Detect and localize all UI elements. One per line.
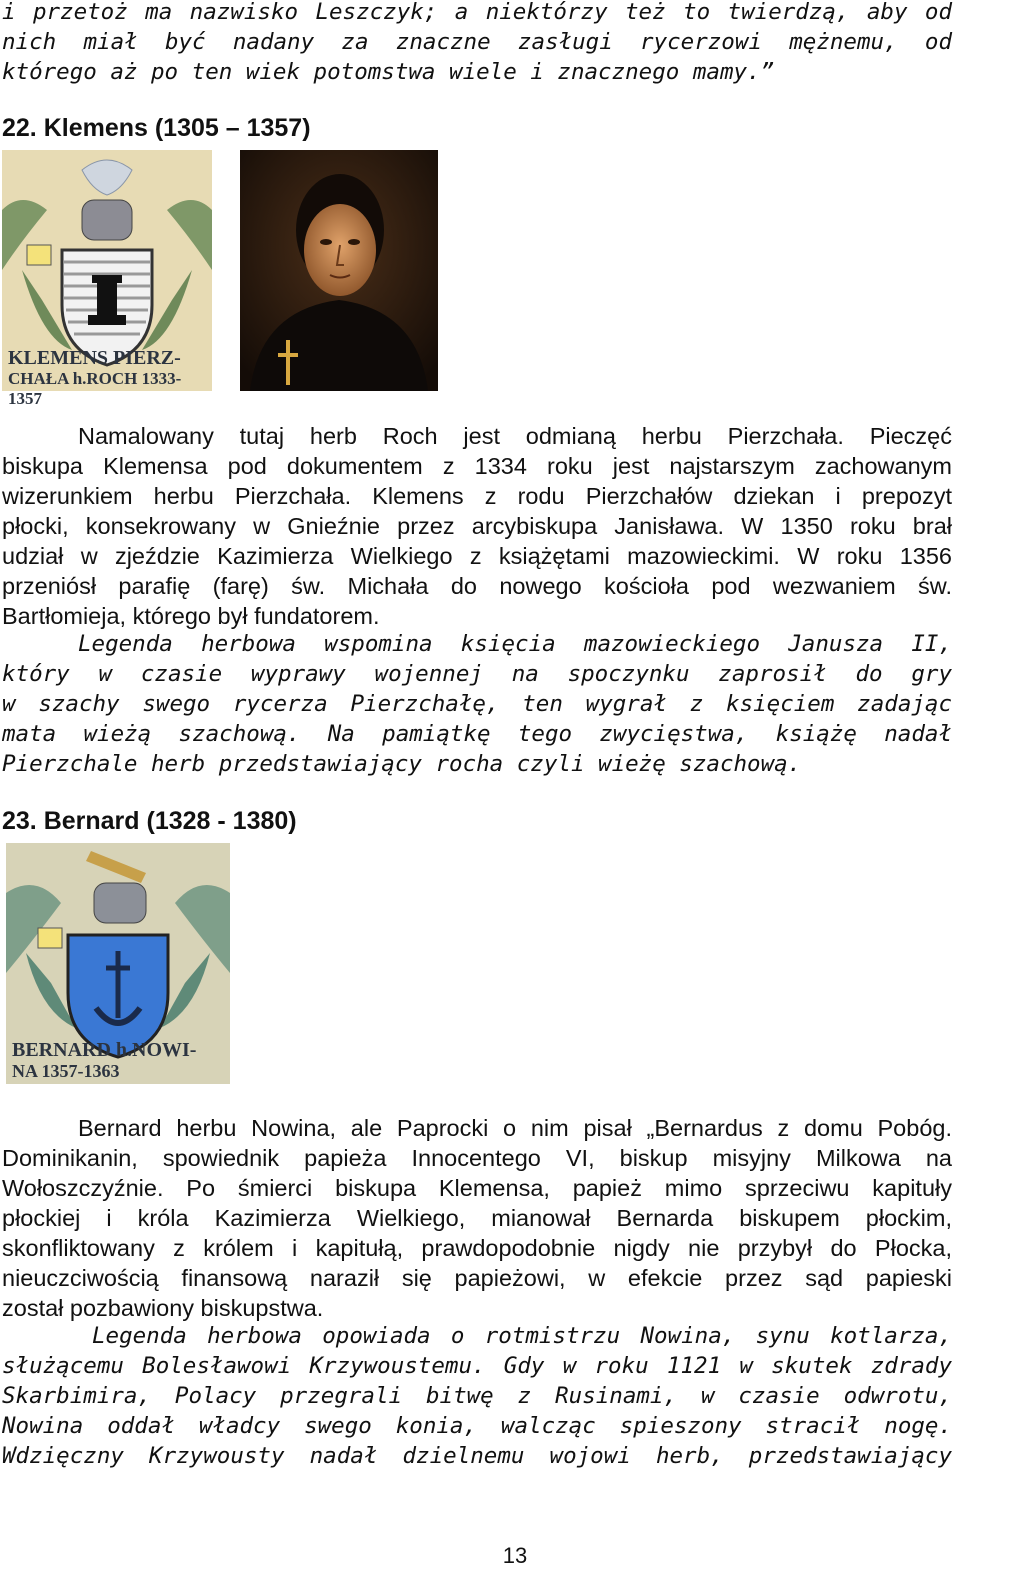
text-line: Pierzchale herb przedstawiający rocha czyli wieżę szachową. bbox=[2, 751, 802, 777]
crest-klemens-image bbox=[2, 150, 212, 408]
text-line: Namalowany tutaj herb Roch jest odmianą herbu Pierzchała. Pieczęć bbox=[78, 423, 952, 449]
text-line: i przetoż ma nazwisko Leszczyk; a niektórzy też to twierdzą, aby od bbox=[2, 0, 952, 25]
text-line: przeniósł parafię (farę) św. Michała do nowego kościoła pod wezwaniem św. bbox=[2, 573, 952, 599]
section-23-legend bbox=[2, 1321, 952, 1471]
text-line: został pozbawiony biskupstwa. bbox=[2, 1295, 324, 1321]
text-line: Skarbimira, Polacy przegrali bitwę z Rusinami, w czasie odwrotu, bbox=[2, 1383, 952, 1409]
text-line: biskupa Klemensa pod dokumentem z 1334 roku jest najstarszym zachowanym bbox=[2, 453, 952, 479]
text-line: mata wieżą szachową. Na pamiątkę tego zwycięstwa, książę nadał bbox=[2, 721, 952, 747]
text-line: skonfliktowany z królem i kapitułą, prawdopodobnie nigdy nie przybył do Płocka, bbox=[2, 1235, 952, 1261]
text-line: Wdzięczny Krzywousty nadał dzielnemu wojowi herb, przedstawiający bbox=[2, 1443, 952, 1469]
text-line: płocki, konsekrowany w Gnieźnie przez arcybiskupa Janisława. W 1350 roku brał bbox=[2, 513, 952, 539]
portrait-klemens-image bbox=[240, 150, 438, 391]
crest-caption-line-1: KLEMENS PIERZ- bbox=[8, 347, 181, 369]
portrait-klemens-drawing bbox=[240, 150, 438, 391]
text-line: wizerunkiem herbu Pierzchała. Klemens z rodu Pierzchałów dziekan i prepozyt bbox=[2, 483, 952, 509]
text-line: którego aż po ten wiek potomstwa wiele i znacznego mamy.” bbox=[2, 59, 775, 85]
crest-caption-line-2: NA 1357-1363 bbox=[12, 1061, 120, 1081]
section-22-paragraph bbox=[2, 421, 952, 631]
text-line: Legenda herbowa wspomina księcia mazowieckiego Janusza II, bbox=[78, 631, 952, 657]
text-line: Legenda herbowa opowiada o rotmistrzu Nowina, synu kotlarza, bbox=[92, 1323, 952, 1349]
text-line: Bernard herbu Nowina, ale Paprocki o nim pisał „Bernardus z domu Pobóg. bbox=[78, 1115, 952, 1141]
intro-quote bbox=[2, 0, 952, 87]
text-line: płockiej i króla Kazimierza Wielkiego, mianował Bernarda biskupem płockim, bbox=[2, 1205, 952, 1231]
section-heading-23: 23. Bernard (1328 - 1380) bbox=[2, 807, 297, 835]
section-23-paragraph bbox=[2, 1113, 952, 1323]
text-line: nieuczciwością finansową naraził się papieżowi, w efekcie przez sąd papieski bbox=[2, 1265, 952, 1291]
text-line: Dominikanin, spowiednik papieża Innocentego VI, biskup misyjny Milkowa na bbox=[2, 1145, 952, 1171]
section-heading-22: 22. Klemens (1305 – 1357) bbox=[2, 114, 311, 142]
text-line: udział w zjeździe Kazimierza Wielkiego z książętami mazowieckimi. W roku 1356 bbox=[2, 543, 952, 569]
crest-bernard-image bbox=[6, 843, 230, 1084]
text-line: który w czasie wyprawy wojennej na spoczynku zaprosił do gry bbox=[2, 661, 952, 687]
crest-caption-line-2: CHAŁA h.ROCH 1333-1357 bbox=[8, 369, 182, 408]
page-number: 13 bbox=[502, 1543, 528, 1568]
text-line: nich miał być nadany za znaczne zasługi rycerzowi mężnemu, od bbox=[2, 29, 952, 55]
text-line: Nowina oddał władcy swego konia, walcząc spieszony stracił nogę. bbox=[2, 1413, 952, 1439]
text-line: służącemu Bolesławowi Krzywoustemu. Gdy w roku 1121 w skutek zdrady bbox=[2, 1353, 952, 1379]
crest-caption-line-1: BERNARD h.NOWI- bbox=[12, 1039, 197, 1061]
text-line: w szachy swego rycerza Pierzchałę, ten wygrał z księciem zadając bbox=[2, 691, 952, 717]
text-line: Bartłomieja, którego był fundatorem. bbox=[2, 603, 380, 629]
section-22-legend bbox=[2, 629, 952, 779]
text-line: Wołoszczyźnie. Po śmierci biskupa Klemensa, papież mimo sprzeciwu kapituły bbox=[2, 1175, 952, 1201]
